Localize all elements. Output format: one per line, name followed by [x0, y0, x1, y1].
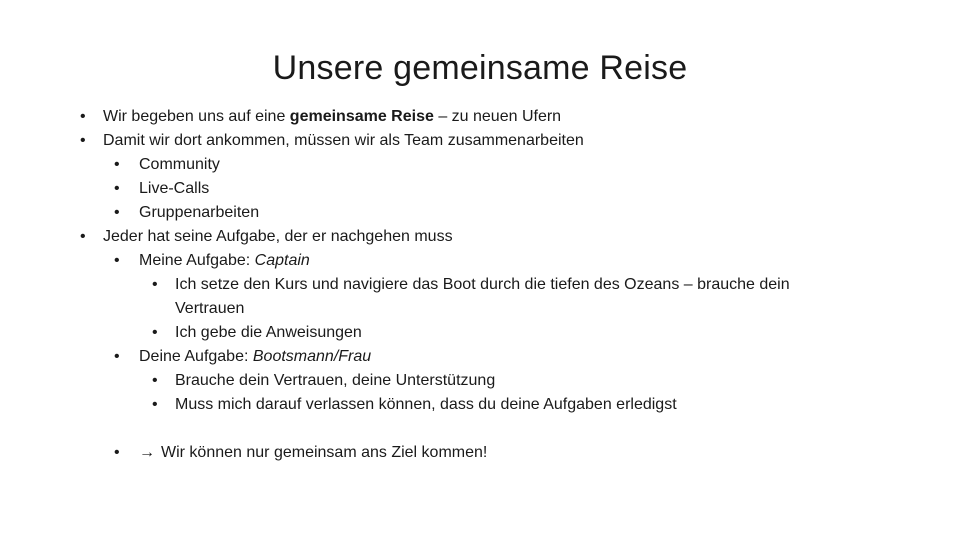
- bullet-icon: •: [152, 396, 158, 413]
- spacer: [0, 417, 960, 441]
- list-item: [0, 105, 960, 129]
- bullet-icon: •: [114, 180, 120, 197]
- list-item-text: → Wir können nur gemeinsam ans Ziel kommen!: [139, 441, 487, 465]
- bullet-icon: •: [114, 348, 120, 365]
- list-item-text: Damit wir dort ankommen, müssen wir als Team zusammenarbeiten: [103, 132, 584, 149]
- list-item: [0, 249, 960, 273]
- emphasis-text: gemeinsame Reise: [289, 108, 434, 125]
- arrow-right-icon: →: [139, 444, 155, 461]
- bullet-icon: •: [114, 156, 120, 173]
- bullet-icon: •: [152, 372, 158, 389]
- list-item: [0, 441, 960, 465]
- list-item-text: Community: [139, 156, 220, 173]
- role-text: Captain: [254, 252, 310, 269]
- bullet-icon: •: [114, 252, 120, 269]
- list-item-text: Muss mich darauf verlassen können, dass du deine Aufgaben erledigst: [175, 396, 677, 413]
- bullet-icon: •: [80, 228, 86, 245]
- slide-title: Unsere gemeinsame Reise: [272, 48, 688, 87]
- list-item-text: Jeder hat seine Aufgabe, der er nachgehen muss: [103, 228, 453, 245]
- list-item-text: Meine Aufgabe: Captain: [139, 252, 310, 269]
- list-item: [0, 321, 960, 345]
- list-item: [0, 153, 960, 177]
- bullet-icon: •: [114, 204, 120, 221]
- list-item-text: Brauche dein Vertrauen, deine Unterstützung: [175, 372, 496, 389]
- bullet-icon: •: [80, 132, 86, 149]
- bullet-list: [0, 105, 960, 465]
- list-item: [0, 393, 960, 417]
- list-item: [0, 273, 960, 321]
- list-item-text: Deine Aufgabe: Bootsmann/Frau: [139, 348, 372, 365]
- list-item: [0, 201, 960, 225]
- list-item: [0, 225, 960, 249]
- role-text: Bootsmann/Frau: [252, 348, 372, 365]
- list-item-text: Wir begeben uns auf eine gemeinsame Reise – zu neuen Ufern: [103, 108, 562, 125]
- bullet-icon: •: [114, 444, 120, 461]
- list-item: [0, 129, 960, 153]
- bullet-icon: •: [80, 108, 86, 125]
- bullet-icon: •: [152, 324, 158, 341]
- list-item-text: Ich setze den Kurs und navigiere das Boot durch die tiefen des Ozeans – brauche dein Vertrauen: [175, 276, 790, 317]
- list-item: [0, 369, 960, 393]
- bullet-icon: •: [152, 276, 158, 293]
- list-item: [0, 177, 960, 201]
- list-item-text: Live-Calls: [139, 180, 210, 197]
- list-item: [0, 345, 960, 369]
- list-item-text: Ich gebe die Anweisungen: [175, 324, 362, 341]
- list-item-text: Gruppenarbeiten: [139, 204, 260, 221]
